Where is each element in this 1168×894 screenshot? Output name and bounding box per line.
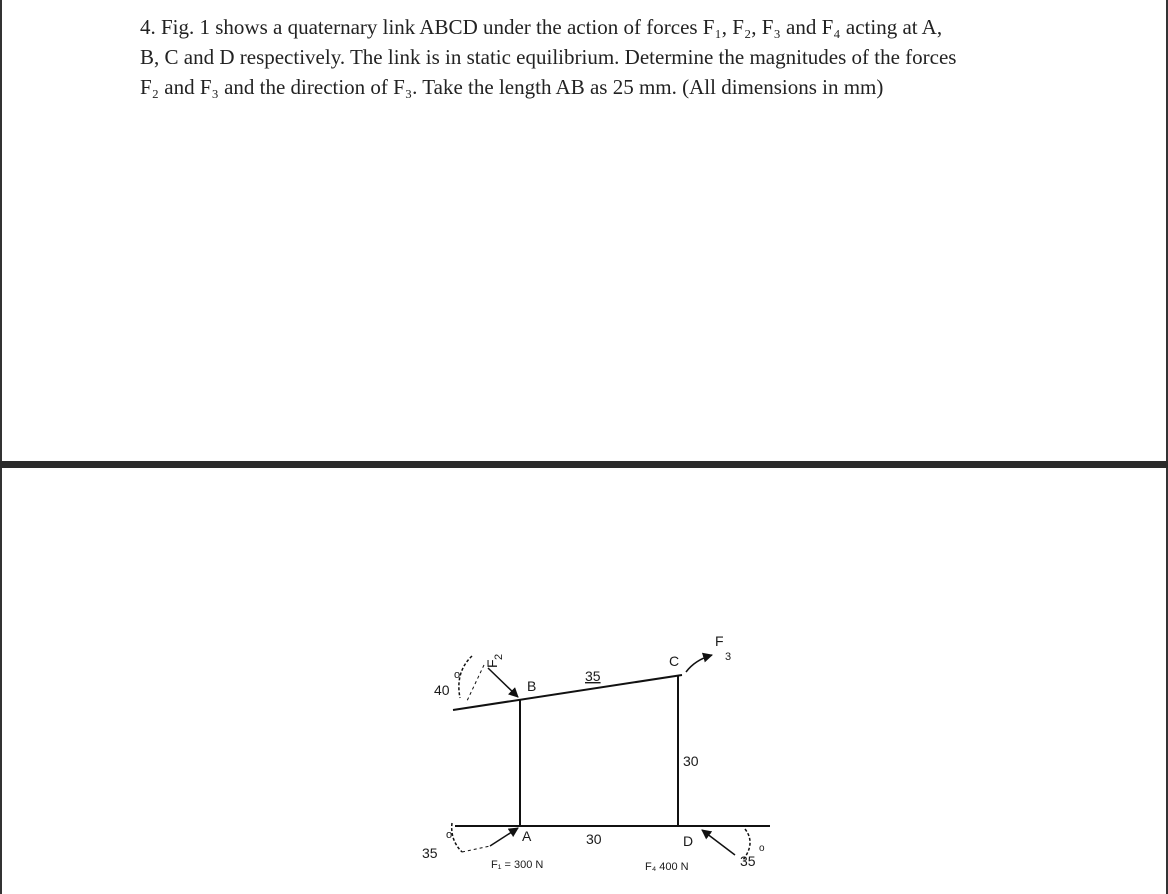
f1-arrow [490, 828, 518, 846]
dim-bc-label: 35 [585, 668, 601, 684]
angle-f1-degree: o [446, 829, 453, 841]
point-d-label: D [683, 833, 694, 849]
f2-arrow [488, 668, 518, 697]
f3-subscript: 3 [725, 651, 732, 663]
angle-f4-label: 35 [740, 853, 756, 869]
angle-f4-degree: o [759, 843, 765, 854]
question-line-2: B, C and D respectively. The link is in static equilibrium. Determine the magnitudes of the forces [140, 45, 957, 69]
f3-label: F [715, 633, 724, 649]
f2-dashed-line [466, 665, 484, 703]
point-c-label: C [669, 653, 680, 669]
f4-arrow [702, 830, 735, 855]
f4-label: F₄ 400 N [645, 861, 689, 873]
top-bar-bc [453, 675, 682, 710]
f2-label: F [484, 659, 500, 668]
point-a-label: A [522, 828, 532, 844]
f2-angle-arc [459, 656, 472, 698]
angle-f2-degree: o [454, 669, 461, 681]
question-line-1: 4. Fig. 1 shows a quaternary link ABCD under the action of forces F₁, F₂, F₃ and F₄ acting at A, [140, 15, 943, 39]
angle-f1-label: 35 [422, 845, 438, 861]
f1-dashed-line [462, 846, 490, 852]
f2-subscript: 2 [493, 653, 505, 660]
f1-label: F₁ = 300 N [491, 859, 544, 871]
angle-f2-label: 40 [434, 682, 450, 698]
f3-arrow [686, 655, 712, 672]
point-b-label: B [527, 678, 537, 694]
question-line-3: F₂ and F₃ and the direction of F₃. Take the length AB as 25 mm. (All dimensions in mm) [140, 75, 884, 99]
dim-ad-label: 30 [586, 831, 602, 847]
f1-angle-arc [452, 823, 462, 852]
dim-cd-label: 30 [683, 753, 699, 769]
